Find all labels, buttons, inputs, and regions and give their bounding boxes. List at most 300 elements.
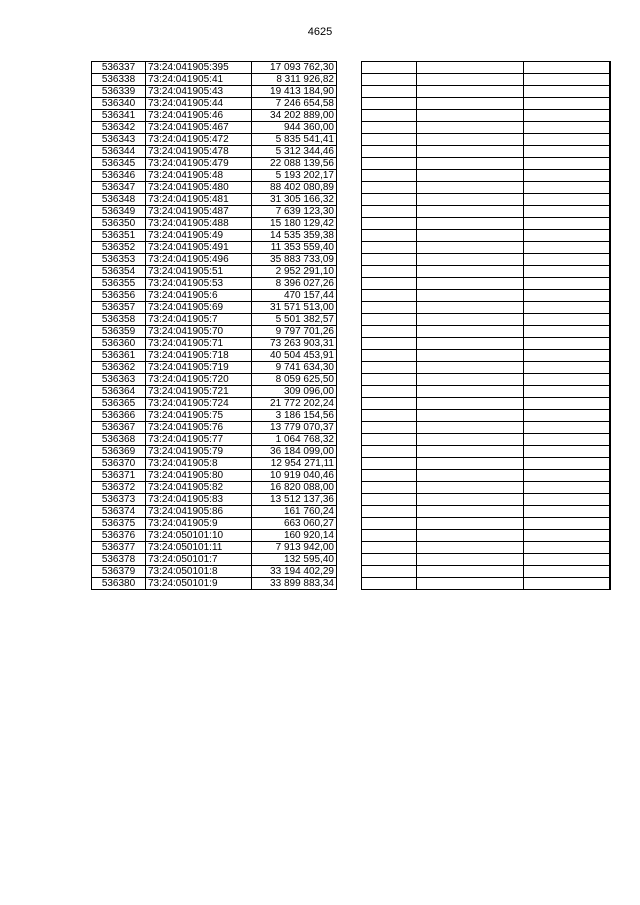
empty-cell	[610, 158, 611, 170]
empty-cell	[417, 374, 524, 386]
empty-cell	[524, 398, 610, 410]
empty-cell	[524, 158, 610, 170]
empty-cell	[417, 242, 524, 254]
row-number-cell: 536361	[92, 350, 146, 362]
cadastral-value-cell: 34 202 889,00	[252, 110, 337, 122]
empty-cell	[362, 302, 417, 314]
empty-row	[362, 422, 611, 434]
empty-row	[362, 146, 611, 158]
empty-cell	[610, 326, 611, 338]
row-number-cell: 536345	[92, 158, 146, 170]
empty-cell	[524, 494, 610, 506]
empty-cell	[524, 134, 610, 146]
cadastral-value-cell: 5 835 541,41	[252, 134, 337, 146]
empty-cell	[362, 326, 417, 338]
empty-cell	[417, 482, 524, 494]
empty-cell	[610, 110, 611, 122]
empty-row	[362, 230, 611, 242]
empty-cell	[417, 398, 524, 410]
empty-cell	[524, 266, 610, 278]
empty-row	[362, 326, 611, 338]
row-number-cell: 536360	[92, 338, 146, 350]
empty-cell	[610, 314, 611, 326]
row-number-cell: 536363	[92, 374, 146, 386]
table-row	[92, 326, 337, 338]
empty-cell	[524, 458, 610, 470]
empty-cell	[610, 254, 611, 266]
row-number-cell: 536338	[92, 74, 146, 86]
table-row	[92, 146, 337, 158]
table-row	[92, 158, 337, 170]
cadastral-number-cell: 73:24:041905:53	[146, 278, 252, 290]
empty-row	[362, 506, 611, 518]
empty-grid-table	[361, 61, 611, 590]
cadastral-number-cell: 73:24:041905:487	[146, 206, 252, 218]
cadastral-value-cell: 15 180 129,42	[252, 218, 337, 230]
cadastral-value-cell: 5 312 344,46	[252, 146, 337, 158]
cadastral-number-cell: 73:24:041905:48	[146, 170, 252, 182]
empty-cell	[610, 374, 611, 386]
cadastral-number-cell: 73:24:041905:724	[146, 398, 252, 410]
row-number-cell: 536349	[92, 206, 146, 218]
empty-cell	[610, 554, 611, 566]
row-number-cell: 536377	[92, 542, 146, 554]
empty-cell	[610, 470, 611, 482]
row-number-cell: 536367	[92, 422, 146, 434]
cadastral-value-cell: 5 193 202,17	[252, 170, 337, 182]
empty-row	[362, 266, 611, 278]
empty-cell	[524, 194, 610, 206]
table-row	[92, 302, 337, 314]
empty-cell	[362, 446, 417, 458]
empty-row	[362, 302, 611, 314]
empty-grid-table-body	[362, 62, 611, 590]
empty-cell	[610, 206, 611, 218]
empty-cell	[610, 398, 611, 410]
empty-cell	[362, 482, 417, 494]
empty-cell	[524, 518, 610, 530]
empty-row	[362, 218, 611, 230]
row-number-cell: 536348	[92, 194, 146, 206]
row-number-cell: 536366	[92, 410, 146, 422]
cadastral-number-cell: 73:24:041905:49	[146, 230, 252, 242]
empty-cell	[362, 434, 417, 446]
empty-cell	[362, 314, 417, 326]
empty-cell	[610, 242, 611, 254]
cadastral-number-cell: 73:24:041905:467	[146, 122, 252, 134]
empty-cell	[417, 446, 524, 458]
empty-cell	[610, 422, 611, 434]
empty-cell	[610, 494, 611, 506]
empty-cell	[362, 362, 417, 374]
empty-cell	[417, 290, 524, 302]
cadastral-value-cell: 8 311 926,82	[252, 74, 337, 86]
empty-cell	[362, 98, 417, 110]
empty-cell	[610, 338, 611, 350]
cadastral-value-cell: 944 360,00	[252, 122, 337, 134]
cadastral-value-cell: 19 413 184,90	[252, 86, 337, 98]
row-number-cell: 536352	[92, 242, 146, 254]
cadastral-value-cell: 13 512 137,36	[252, 494, 337, 506]
empty-cell	[362, 470, 417, 482]
row-number-cell: 536340	[92, 98, 146, 110]
empty-cell	[610, 170, 611, 182]
empty-cell	[610, 290, 611, 302]
empty-cell	[524, 566, 610, 578]
cadastral-value-cell: 21 772 202,24	[252, 398, 337, 410]
table-row	[92, 386, 337, 398]
cadastral-number-cell: 73:24:041905:43	[146, 86, 252, 98]
empty-cell	[362, 206, 417, 218]
cadastral-value-cell: 663 060,27	[252, 518, 337, 530]
table-row	[92, 410, 337, 422]
table-row	[92, 194, 337, 206]
row-number-cell: 536339	[92, 86, 146, 98]
empty-cell	[362, 122, 417, 134]
cadastral-value-cell: 73 263 903,31	[252, 338, 337, 350]
empty-cell	[362, 230, 417, 242]
cadastral-value-cell: 309 096,00	[252, 386, 337, 398]
empty-cell	[417, 86, 524, 98]
cadastral-value-cell: 36 184 099,00	[252, 446, 337, 458]
empty-cell	[417, 506, 524, 518]
empty-cell	[362, 182, 417, 194]
empty-cell	[417, 554, 524, 566]
empty-cell	[362, 62, 417, 74]
empty-cell	[610, 134, 611, 146]
empty-cell	[524, 290, 610, 302]
row-number-cell: 536347	[92, 182, 146, 194]
empty-cell	[362, 74, 417, 86]
table-row	[92, 566, 337, 578]
table-row	[92, 98, 337, 110]
cadastral-number-cell: 73:24:041905:71	[146, 338, 252, 350]
empty-row	[362, 434, 611, 446]
cadastral-number-cell: 73:24:041905:51	[146, 266, 252, 278]
empty-row	[362, 182, 611, 194]
empty-row	[362, 554, 611, 566]
empty-cell	[362, 146, 417, 158]
empty-row	[362, 158, 611, 170]
empty-cell	[417, 62, 524, 74]
cadastral-value-cell: 470 157,44	[252, 290, 337, 302]
empty-cell	[610, 230, 611, 242]
empty-cell	[362, 554, 417, 566]
row-number-cell: 536374	[92, 506, 146, 518]
empty-row	[362, 350, 611, 362]
cadastral-number-cell: 73:24:050101:8	[146, 566, 252, 578]
empty-cell	[610, 278, 611, 290]
empty-cell	[610, 542, 611, 554]
empty-cell	[524, 362, 610, 374]
empty-cell	[524, 482, 610, 494]
row-number-cell: 536357	[92, 302, 146, 314]
empty-row	[362, 206, 611, 218]
table-row	[92, 86, 337, 98]
row-number-cell: 536342	[92, 122, 146, 134]
empty-row	[362, 122, 611, 134]
row-number-cell: 536351	[92, 230, 146, 242]
empty-cell	[524, 206, 610, 218]
cadastral-number-cell: 73:24:041905:721	[146, 386, 252, 398]
table-row	[92, 398, 337, 410]
row-number-cell: 536343	[92, 134, 146, 146]
empty-cell	[417, 266, 524, 278]
table-row	[92, 518, 337, 530]
empty-cell	[362, 530, 417, 542]
empty-cell	[362, 398, 417, 410]
row-number-cell: 536337	[92, 62, 146, 74]
empty-cell	[524, 110, 610, 122]
empty-cell	[362, 506, 417, 518]
empty-cell	[362, 158, 417, 170]
cadastral-number-cell: 73:24:041905:75	[146, 410, 252, 422]
empty-row	[362, 86, 611, 98]
empty-cell	[610, 578, 611, 590]
empty-cell	[610, 434, 611, 446]
table-row	[92, 458, 337, 470]
cadastral-number-cell: 73:24:041905:6	[146, 290, 252, 302]
empty-cell	[610, 530, 611, 542]
cadastral-value-table	[91, 61, 337, 590]
empty-cell	[524, 542, 610, 554]
table-row	[92, 206, 337, 218]
cadastral-number-cell: 73:24:041905:719	[146, 362, 252, 374]
empty-cell	[362, 422, 417, 434]
empty-cell	[417, 422, 524, 434]
empty-cell	[524, 326, 610, 338]
empty-cell	[524, 350, 610, 362]
empty-cell	[417, 74, 524, 86]
cadastral-number-cell: 73:24:041905:46	[146, 110, 252, 122]
cadastral-value-cell: 16 820 088,00	[252, 482, 337, 494]
table-row	[92, 110, 337, 122]
row-number-cell: 536369	[92, 446, 146, 458]
row-number-cell: 536375	[92, 518, 146, 530]
empty-cell	[417, 218, 524, 230]
empty-cell	[524, 122, 610, 134]
cadastral-value-cell: 13 779 070,37	[252, 422, 337, 434]
empty-cell	[610, 482, 611, 494]
empty-cell	[417, 434, 524, 446]
empty-cell	[417, 158, 524, 170]
empty-cell	[362, 518, 417, 530]
cadastral-number-cell: 73:24:041905:76	[146, 422, 252, 434]
table-row	[92, 446, 337, 458]
empty-row	[362, 398, 611, 410]
cadastral-value-cell: 9 797 701,26	[252, 326, 337, 338]
empty-row	[362, 314, 611, 326]
empty-cell	[362, 194, 417, 206]
empty-cell	[610, 302, 611, 314]
row-number-cell: 536376	[92, 530, 146, 542]
empty-cell	[524, 86, 610, 98]
empty-cell	[417, 146, 524, 158]
row-number-cell: 536378	[92, 554, 146, 566]
empty-row	[362, 110, 611, 122]
empty-cell	[417, 134, 524, 146]
empty-cell	[362, 350, 417, 362]
empty-cell	[362, 374, 417, 386]
empty-cell	[417, 542, 524, 554]
empty-cell	[417, 578, 524, 590]
empty-cell	[417, 314, 524, 326]
table-row	[92, 134, 337, 146]
empty-cell	[417, 170, 524, 182]
cadastral-number-cell: 73:24:041905:478	[146, 146, 252, 158]
empty-cell	[524, 554, 610, 566]
empty-cell	[417, 302, 524, 314]
empty-cell	[610, 386, 611, 398]
cadastral-number-cell: 73:24:041905:77	[146, 434, 252, 446]
table-row	[92, 578, 337, 590]
row-number-cell: 536359	[92, 326, 146, 338]
empty-cell	[610, 74, 611, 86]
empty-row	[362, 254, 611, 266]
empty-cell	[524, 218, 610, 230]
cadastral-number-cell: 73:24:041905:41	[146, 74, 252, 86]
cadastral-number-cell: 73:24:041905:718	[146, 350, 252, 362]
table-row	[92, 338, 337, 350]
empty-cell	[362, 254, 417, 266]
cadastral-value-cell: 1 064 768,32	[252, 434, 337, 446]
row-number-cell: 536370	[92, 458, 146, 470]
empty-cell	[610, 506, 611, 518]
empty-cell	[417, 182, 524, 194]
cadastral-value-cell: 5 501 382,57	[252, 314, 337, 326]
row-number-cell: 536372	[92, 482, 146, 494]
empty-cell	[524, 578, 610, 590]
empty-cell	[417, 362, 524, 374]
empty-cell	[524, 314, 610, 326]
cadastral-value-cell: 31 571 513,00	[252, 302, 337, 314]
empty-cell	[417, 278, 524, 290]
empty-row	[362, 278, 611, 290]
cadastral-number-cell: 73:24:050101:7	[146, 554, 252, 566]
empty-cell	[362, 278, 417, 290]
cadastral-number-cell: 73:24:041905:44	[146, 98, 252, 110]
empty-cell	[362, 218, 417, 230]
empty-cell	[610, 458, 611, 470]
empty-row	[362, 530, 611, 542]
cadastral-number-cell: 73:24:041905:70	[146, 326, 252, 338]
cadastral-number-cell: 73:24:050101:10	[146, 530, 252, 542]
empty-cell	[524, 302, 610, 314]
empty-cell	[362, 86, 417, 98]
cadastral-value-cell: 14 535 359,38	[252, 230, 337, 242]
empty-cell	[362, 566, 417, 578]
empty-cell	[417, 254, 524, 266]
cadastral-value-cell: 12 954 271,11	[252, 458, 337, 470]
cadastral-number-cell: 73:24:041905:491	[146, 242, 252, 254]
table-row	[92, 170, 337, 182]
cadastral-value-cell: 2 952 291,10	[252, 266, 337, 278]
row-number-cell: 536371	[92, 470, 146, 482]
empty-cell	[524, 338, 610, 350]
empty-cell	[417, 494, 524, 506]
empty-cell	[417, 98, 524, 110]
empty-row	[362, 482, 611, 494]
row-number-cell: 536344	[92, 146, 146, 158]
empty-row	[362, 374, 611, 386]
empty-cell	[524, 422, 610, 434]
cadastral-number-cell: 73:24:041905:69	[146, 302, 252, 314]
cadastral-number-cell: 73:24:041905:83	[146, 494, 252, 506]
empty-cell	[362, 410, 417, 422]
empty-cell	[524, 182, 610, 194]
cadastral-value-cell: 8 059 625,50	[252, 374, 337, 386]
empty-cell	[417, 458, 524, 470]
empty-cell	[417, 410, 524, 422]
table-row	[92, 482, 337, 494]
cadastral-number-cell: 73:24:050101:9	[146, 578, 252, 590]
cadastral-value-cell: 11 353 559,40	[252, 242, 337, 254]
empty-row	[362, 338, 611, 350]
empty-cell	[610, 518, 611, 530]
empty-cell	[610, 362, 611, 374]
empty-row	[362, 362, 611, 374]
cadastral-value-cell: 7 639 123,30	[252, 206, 337, 218]
empty-cell	[417, 338, 524, 350]
empty-cell	[362, 134, 417, 146]
row-number-cell: 536350	[92, 218, 146, 230]
row-number-cell: 536368	[92, 434, 146, 446]
cadastral-number-cell: 73:24:041905:479	[146, 158, 252, 170]
empty-cell	[524, 62, 610, 74]
table-row	[92, 122, 337, 134]
table-row	[92, 242, 337, 254]
empty-row	[362, 134, 611, 146]
empty-cell	[610, 566, 611, 578]
empty-row	[362, 386, 611, 398]
empty-row	[362, 458, 611, 470]
cadastral-number-cell: 73:24:041905:7	[146, 314, 252, 326]
table-row	[92, 254, 337, 266]
cadastral-number-cell: 73:24:050101:11	[146, 542, 252, 554]
table-row	[92, 350, 337, 362]
table-row	[92, 74, 337, 86]
table-row	[92, 530, 337, 542]
table-row	[92, 506, 337, 518]
cadastral-value-cell: 22 088 139,56	[252, 158, 337, 170]
empty-row	[362, 566, 611, 578]
empty-cell	[524, 374, 610, 386]
empty-row	[362, 194, 611, 206]
cadastral-number-cell: 73:24:041905:481	[146, 194, 252, 206]
empty-cell	[362, 542, 417, 554]
empty-cell	[524, 410, 610, 422]
empty-cell	[610, 350, 611, 362]
row-number-cell: 536358	[92, 314, 146, 326]
empty-cell	[524, 278, 610, 290]
row-number-cell: 536364	[92, 386, 146, 398]
empty-cell	[362, 386, 417, 398]
empty-cell	[610, 182, 611, 194]
table-row	[92, 230, 337, 242]
empty-row	[362, 410, 611, 422]
table-row	[92, 362, 337, 374]
cadastral-number-cell: 73:24:041905:496	[146, 254, 252, 266]
empty-cell	[524, 470, 610, 482]
cadastral-value-cell: 132 595,40	[252, 554, 337, 566]
empty-row	[362, 518, 611, 530]
cadastral-value-cell: 9 741 634,30	[252, 362, 337, 374]
empty-row	[362, 170, 611, 182]
row-number-cell: 536380	[92, 578, 146, 590]
empty-cell	[524, 230, 610, 242]
empty-cell	[417, 326, 524, 338]
empty-row	[362, 98, 611, 110]
